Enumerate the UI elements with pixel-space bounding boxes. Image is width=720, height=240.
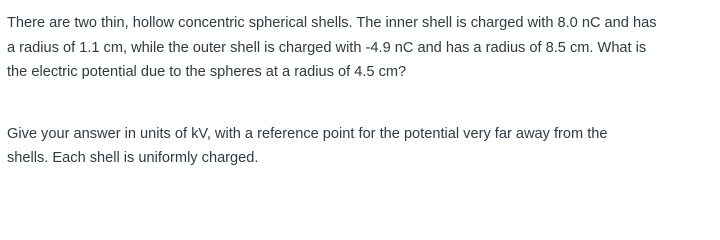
question-paragraph-problem: There are two thin, hollow concentric spherical shells. The inner shell is charged with 8.0 nC and has a radius of 1.1 cm, while the outer shell is charged with -4.9 nC and has a radius of 8.5 cm. What is the electric potential due to the spheres at a radius of 4.5 cm? <box>7 15 657 81</box>
question-paragraph-instructions: Give your answer in units of kV, with a reference point for the potential very far away from the shells. Each shell is uniformly charged. <box>7 125 608 167</box>
question-text <box>7 11 715 171</box>
